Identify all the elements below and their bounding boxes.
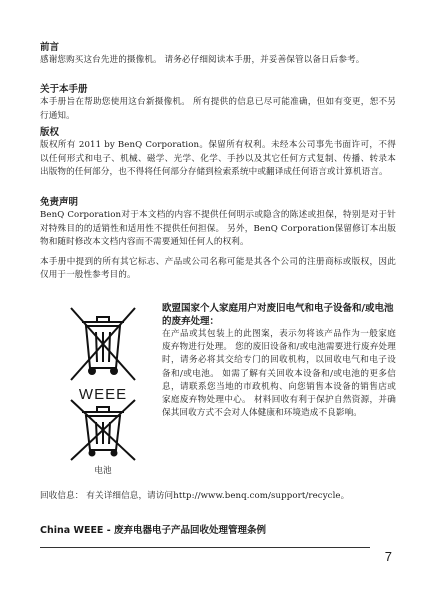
weee-text: 在产品或其包装上的此图案，表示勿将该产品作为一般家庭废弃物进行处理。 您的废旧设备和/或电池需要进行废弃处理时，请务必将其交给专门的回收机构，以回收电气和电子设备和/或电池。 如需了解有关回收本设备和/或电池的更多信息，请联系您当地的市政机构、向您销售本设备的销售店或家庭废弃物处理中心。 材料回收有利于保护自然资源，并确保其回收方式不会对人体健康和环境造成不良影响。 xyxy=(162,329,396,419)
china-weee-section xyxy=(40,525,396,537)
preface-section xyxy=(40,42,396,68)
preface-text: 感谢您购买这台先进的摄像机。 请务必仔细阅读本手册，并妥善保管以备日后参考。 xyxy=(40,55,365,65)
copyright-section xyxy=(40,127,396,180)
battery-symbol xyxy=(66,398,140,476)
crossed-battery-bin-icon xyxy=(66,398,140,464)
disclaimer-section xyxy=(40,197,396,283)
copyright-heading: 版权 xyxy=(40,127,60,138)
weee-symbol xyxy=(66,300,140,403)
about-text: 本手册旨在帮助您使用这台新摄像机。 所有提供的信息已尽可能准确，但如有变更，恕不另行通知。 xyxy=(40,97,396,121)
copyright-text: 版权所有 2011 by BenQ Corporation。保留所有权利。未经本公司事先书面许可，不得以任何形式和电子、机械、磁学、光学、化学、手抄以及其它任何方式复制、传播、转录本出版物的任何部分，也不得将任何部分存储到检索系统中或翻译成任何语言或计算机语言。 xyxy=(40,140,396,177)
recycle-section xyxy=(40,490,396,504)
footer-rule xyxy=(40,547,370,548)
recycle-text: 回收信息： 有关详细信息，请访问http://www.benq.com/support/recycle。 xyxy=(40,491,350,501)
disclaimer-heading: 免责声明 xyxy=(40,197,79,208)
about-section xyxy=(40,84,396,123)
weee-label: WEEE xyxy=(78,386,128,403)
weee-heading: 欧盟国家个人家庭用户对废旧电气和电子设备和/或电池的废弃处理： xyxy=(162,303,394,327)
preface-heading: 前言 xyxy=(40,42,60,53)
trademark-text: 本手册中提到的所有其它标志、产品或公司名称可能是其各个公司的注册商标或版权，因此仅用于一般性参考目的。 xyxy=(40,256,396,280)
about-heading: 关于本手册 xyxy=(40,84,88,95)
crossed-bin-icon xyxy=(66,300,140,386)
page-number: 7 xyxy=(384,549,392,564)
weee-section xyxy=(162,302,396,420)
battery-label: 电池 xyxy=(94,466,112,476)
china-weee-heading: China WEEE - 废弃电器电子产品回收处理管理条例 xyxy=(40,525,266,536)
disclaimer-text: BenQ Corporation对于本文档的内容不提供任何明示或隐含的陈述或担保，特别是对于针对特殊目的的适销性和适用性不提供任何担保。 另外，BenQ Corporation保留修订本出版物和随时修改本文档内容而不需要通知任何人的权利。 xyxy=(40,210,396,247)
